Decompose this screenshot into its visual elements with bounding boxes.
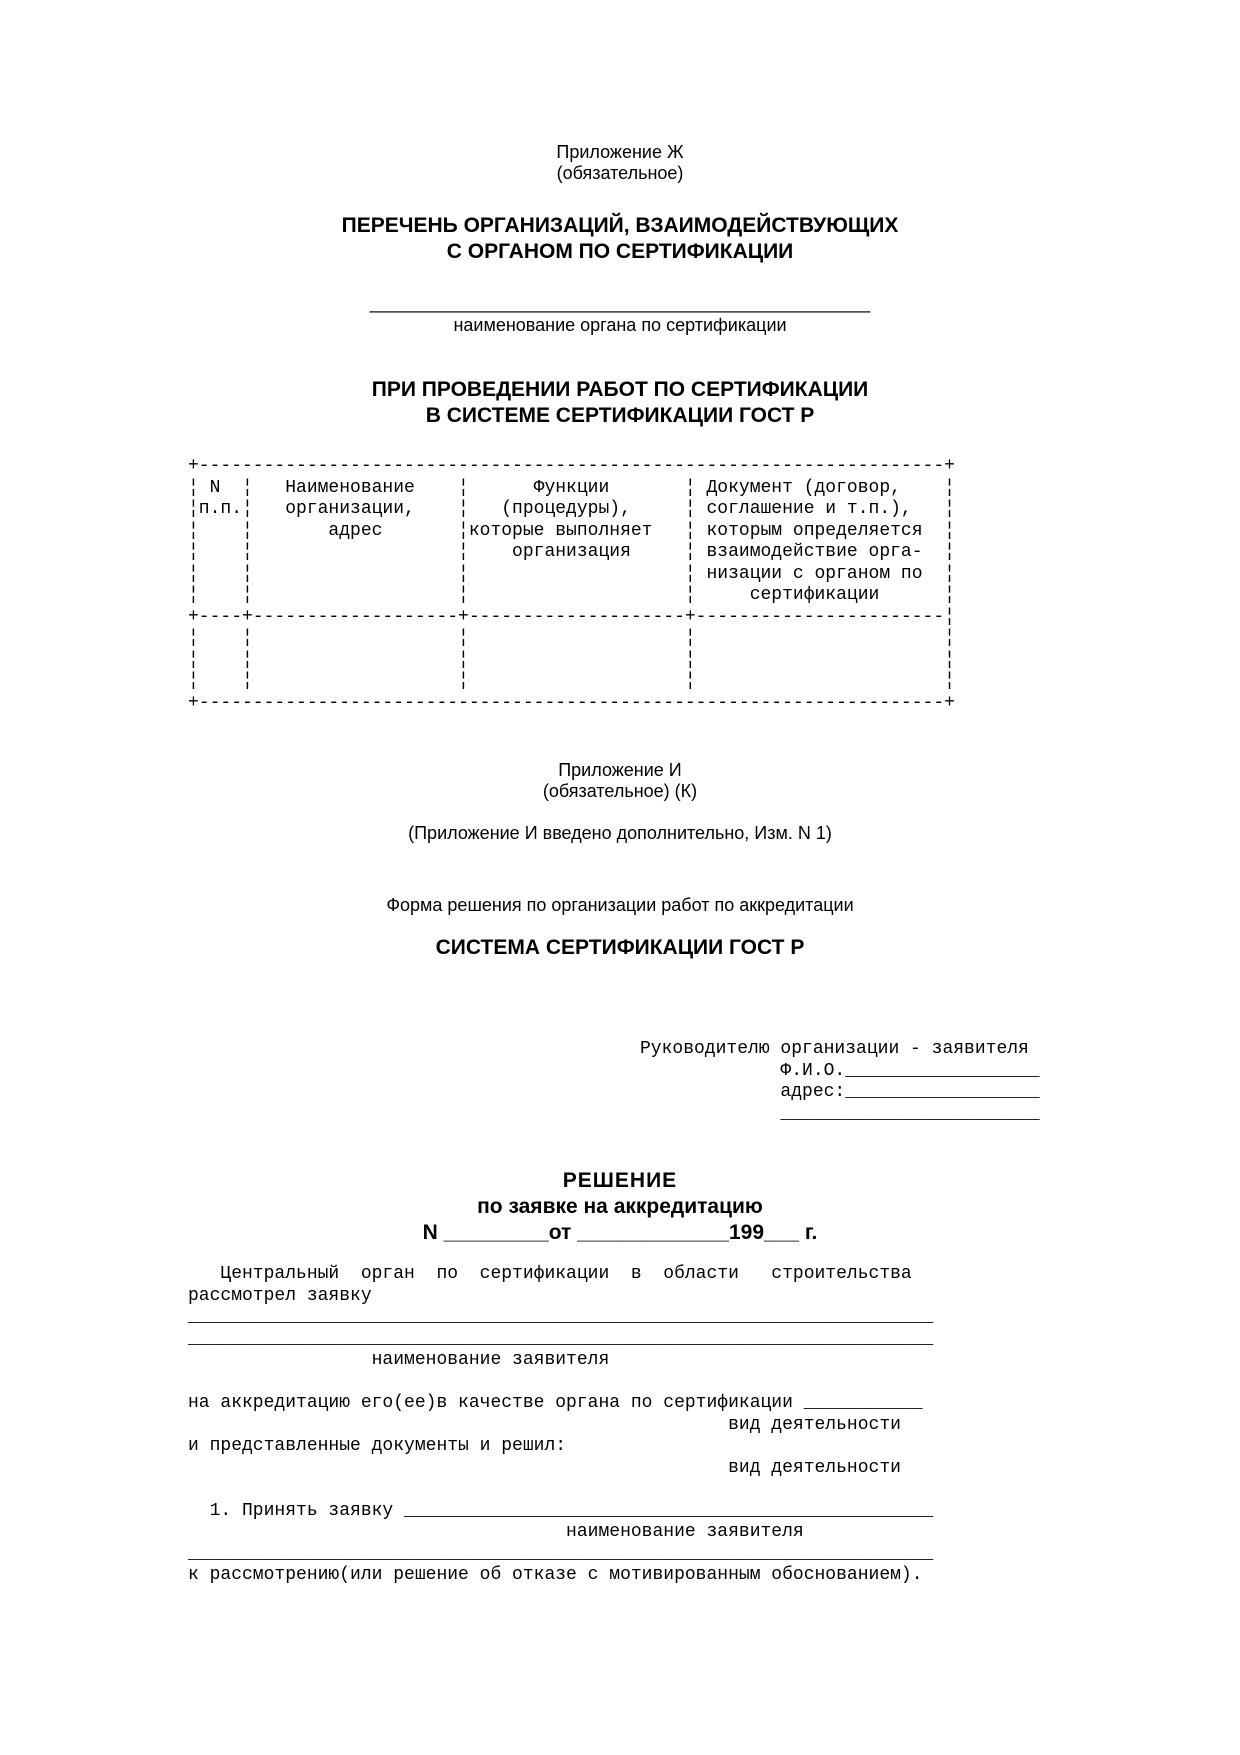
form-caption: Форма решения по организации работ по аккредитации xyxy=(386,895,854,915)
organizations-table: +---------------------------------------------------------------------+ ¦ N ¦ Наименование ¦ Функции ¦ Документ (договор, ¦ ¦п.п.¦ организации, ¦ (процедуры), ¦ соглашение и т.п.), ¦ ¦ ¦ адрес ¦которые выполняет ¦ которым определяется ¦ ¦ ¦ ¦ организация ¦ взаимодействие орга- ¦ ¦ ¦ ¦ ¦ низации с органом по ¦ ¦ ¦ ¦ ¦ сертификации ¦ +----+-------------------+--------------------+-----------------------¦ ¦ ¦ ¦ ¦ ¦ ¦ ¦ ¦ ¦ ¦ ¦ ¦ ¦ ¦ ¦ +---------------------------------------------------------------------+ xyxy=(188,456,955,713)
decision-title: РЕШЕНИЕ xyxy=(562,1169,678,1192)
decision-number-line: N _________от _____________199___ г. xyxy=(422,1221,818,1244)
appendix-zh-subheading-line1: ПРИ ПРОВЕДЕНИИ РАБОТ ПО СЕРТИФИКАЦИИ xyxy=(371,378,869,401)
appendix-zh-title: Приложение Ж xyxy=(556,142,684,162)
appendix-zh-heading-line2: С ОРГАНОМ ПО СЕРТИФИКАЦИИ xyxy=(446,240,794,263)
appendix-i-note: (Приложение И введено дополнительно, Изм. N 1) xyxy=(408,823,832,843)
appendix-i-title: Приложение И xyxy=(558,760,682,780)
appendix-zh-heading-line1: ПЕРЕЧЕНЬ ОРГАНИЗАЦИЙ, ВЗАИМОДЕЙСТВУЮЩИХ xyxy=(341,214,899,237)
appendix-zh-status: (обязательное) xyxy=(556,163,684,183)
organ-name-caption: наименование органа по сертификации xyxy=(453,315,787,335)
decision-body: Центральный орган по сертификации в области строительства рассмотрел заявку _____________________________________________________________________ _____________________________________________________________________ наименование заявителя на аккредитацию его(ее)в качестве органа по сертификации ___________ вид деятельности и представленные документы и решил: вид деятельности 1. Принять заявку _________________________________________________ наименование заявителя _____________________________________________________________________ к рассмотрению(или решение об отказе с мотивированным обоснованием). xyxy=(188,1264,934,1585)
appendix-zh-subheading-line2: В СИСТЕМЕ СЕРТИФИКАЦИИ ГОСТ Р xyxy=(425,404,815,427)
organ-name-blank-line: __________________________________________________ xyxy=(369,293,871,313)
appendix-i-status: (обязательное) (К) xyxy=(542,781,698,801)
addressee-block: Руководителю организации - заявителя Ф.И.О.__________________ адрес:__________________ ________________________ xyxy=(640,1039,1040,1124)
system-heading: СИСТЕМА СЕРТИФИКАЦИИ ГОСТ Р xyxy=(435,936,805,959)
decision-subtitle: по заявке на аккредитацию xyxy=(477,1195,763,1218)
